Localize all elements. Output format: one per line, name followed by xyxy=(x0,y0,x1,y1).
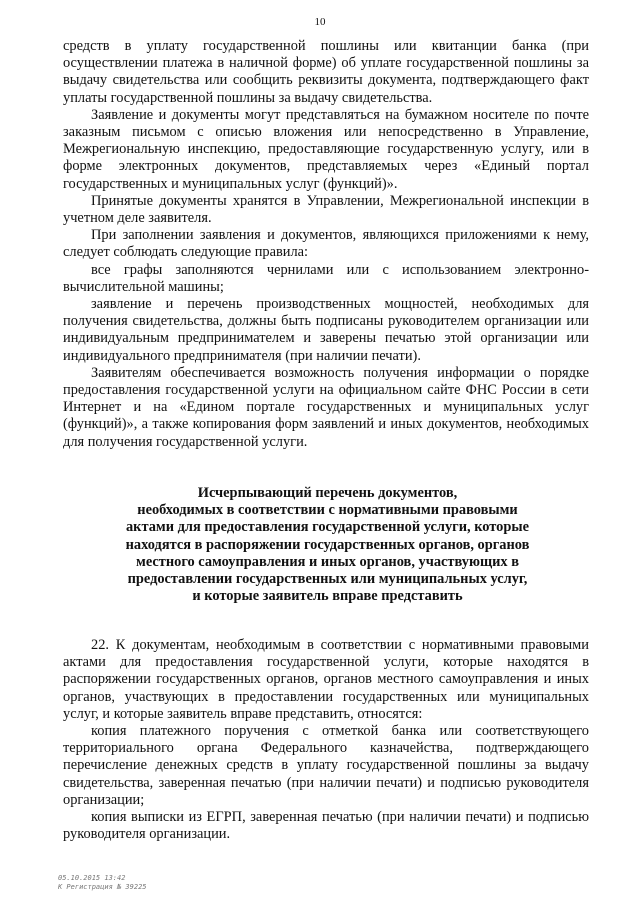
registration-stamp xyxy=(58,874,147,892)
paragraph: средств в уплату государственной пошлины или квитанции банка (при осуществлении платежа в наличной форме) об уплате государственной пошлины за выдачу свидетельства или сообщить реквизиты документа, подтверждающего факт уплаты государственной пошлины за выдачу свидетельства. xyxy=(63,38,589,106)
heading-line: предоставлении государственных или муниципальных услуг, xyxy=(127,571,528,588)
section-heading xyxy=(100,485,555,605)
body-text-top xyxy=(63,38,589,451)
paragraph: При заполнении заявления и документов, являющихся приложениями к нему, следует соблюдать следующие правила: xyxy=(63,227,589,261)
paragraph: 22. К документам, необходимым в соответствии с нормативными правовыми актами для предоставления государственной услуги, которые находятся в распоряжении государственных органов, органов местного самоуправления и иных органов, участвующих в предоставлении государственных или муниципальных услуг, и которые заявитель вправе представить, относятся: xyxy=(63,637,589,722)
paragraph: копия платежного поручения с отметкой банка или соответствующего территориального органа Федерального казначейства, подтверждающего перечисление денежных средств в уплату государственной пошлины за выдачу свидетельства, заверенная печатью (при наличии печати) и подписью руководителя организации; xyxy=(63,723,589,808)
body-text-bottom xyxy=(63,637,589,843)
paragraph: копия выписки из ЕГРП, заверенная печатью (при наличии печати) и подписью руководителя организации. xyxy=(63,809,589,843)
paragraph: все графы заполняются чернилами или с использованием электронно-вычислительной машины; xyxy=(63,261,589,295)
heading-line: и которые заявитель вправе представить xyxy=(192,588,463,605)
stamp-line: К Регистрация № 39225 xyxy=(58,883,147,891)
heading-line: местного самоуправления и иных органов, участвующих в xyxy=(136,553,519,570)
heading-line: Исчерпывающий перечень документов, xyxy=(197,485,458,501)
heading-line: находятся в распоряжении государственных органов, органов xyxy=(125,536,530,553)
page-number: 10 xyxy=(314,16,326,28)
heading-line: актами для предоставления государственной услуги, которые xyxy=(125,519,529,536)
paragraph: Заявителям обеспечивается возможность получения информации о порядке предоставления государственной услуги на официальном сайте ФНС России в сети Интернет и на «Едином портале государственных и муниципальных услуг (функций)», а также копирования форм заявлений и иных документов, необходимых для получения государственной услуги. xyxy=(63,364,589,450)
stamp-line: 05.10.2015 13:42 xyxy=(58,874,126,882)
paragraph: Принятые документы хранятся в Управлении, Межрегиональной инспекции в учетном деле заявителя. xyxy=(63,192,589,227)
paragraph: Заявление и документы могут представляться на бумажном носителе по почте заказным письмом с описью вложения или непосредственно в Управление, Межрегиональную инспекцию, предоставляющие государственную услугу, или в форме электронных документов, представляемых через «Единый портал государственных и муниципальных услуг (функций)». xyxy=(63,106,589,192)
paragraph: заявление и перечень производственных мощностей, необходимых для получения свидетельства, должны быть подписаны руководителем организации или индивидуальным предпринимателем и заверены печатью этой организации или индивидуального предпринимателя (при наличии печати). xyxy=(63,296,589,364)
heading-line: необходимых в соответствии с нормативными правовыми xyxy=(137,502,518,519)
